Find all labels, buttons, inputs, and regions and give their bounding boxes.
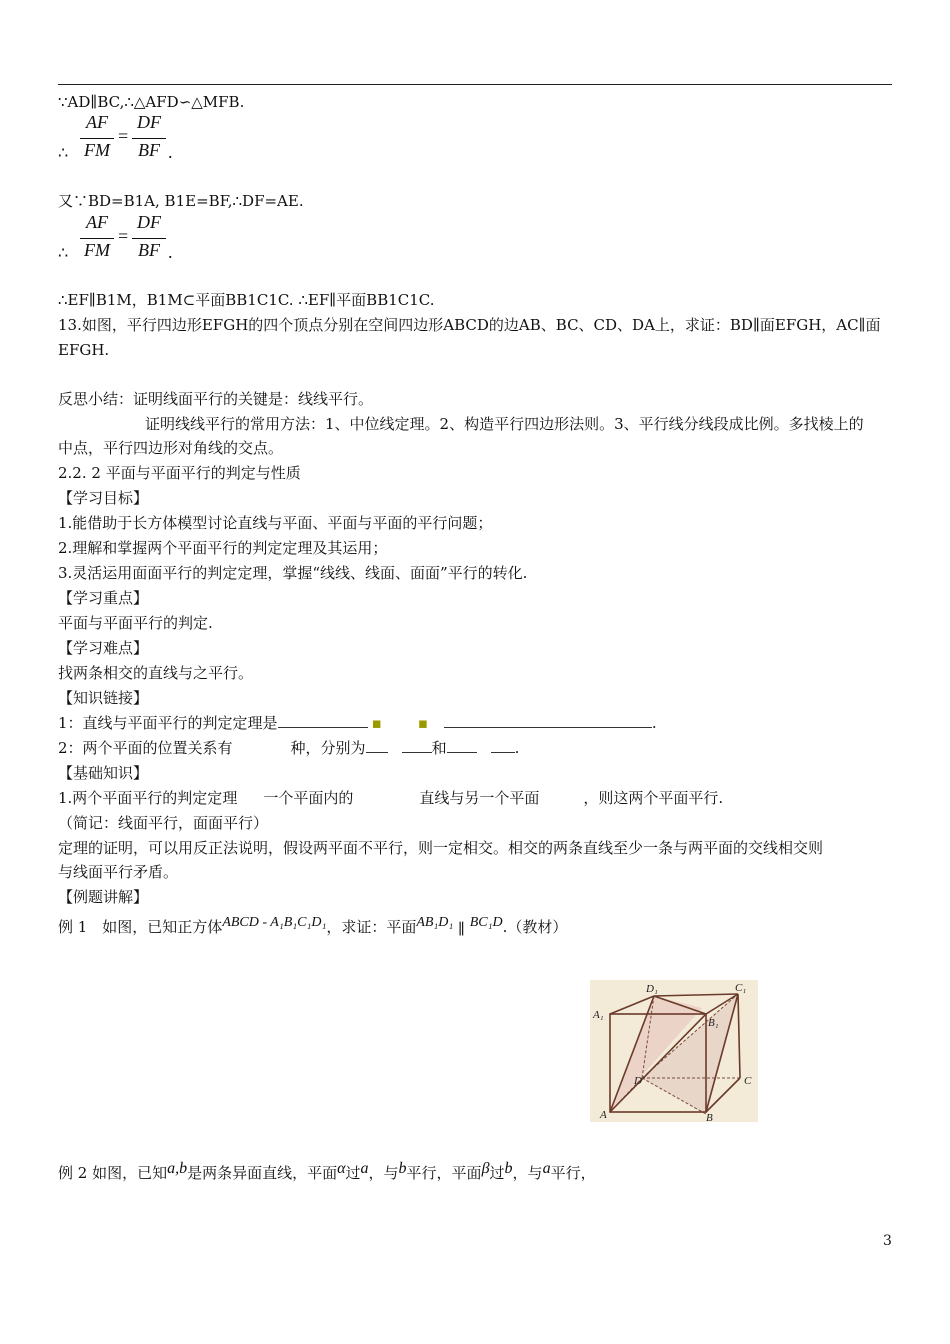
- therefore-symbol: ∴: [58, 243, 69, 262]
- period: .: [168, 142, 173, 162]
- example-2-t3: ，与: [368, 1164, 399, 1182]
- heading-basic-knowledge: 【基础知识】: [58, 764, 149, 782]
- fraction-numerator: AF: [86, 112, 108, 132]
- therefore-symbol: ∴: [58, 143, 69, 162]
- theorem-statement: [58, 788, 723, 808]
- label-d: D: [634, 1075, 642, 1087]
- fraction-bar: [80, 138, 114, 139]
- answer-blank[interactable]: [444, 713, 652, 728]
- problem-13: 13.如图，平行四边形EFGH的四个顶点分别在空间四边形ABCD的边AB、BC、CD、DA上，求证：BD∥面EFGH，AC∥面: [58, 316, 881, 334]
- page-number: 3: [883, 1233, 892, 1249]
- label-c: C: [744, 1075, 752, 1087]
- answer-blank[interactable]: [402, 738, 432, 753]
- equals-sign: =: [118, 226, 129, 246]
- knowledge-link-1-text: 1：直线与平面平行的判定定理是: [58, 714, 278, 732]
- section-title: 2.2. 2 平面与平面平行的判定与性质: [58, 464, 301, 482]
- fraction-numerator: DF: [137, 212, 161, 232]
- fraction-numerator: DF: [137, 112, 161, 132]
- label-b: B: [706, 1112, 713, 1122]
- theorem-label: 1.两个平面平行的判定定理: [58, 789, 238, 807]
- fraction-equation-2: [80, 212, 190, 264]
- period: .: [514, 739, 520, 757]
- example-1: [58, 917, 567, 939]
- cube-name: ABCD - A₁B₁C₁D₁: [222, 915, 327, 930]
- line-ad-parallel-bc: ∵AD∥BC,∴△AFD∽△MFB.: [58, 93, 245, 111]
- focus-text: 平面与平面平行的判定.: [58, 614, 213, 632]
- example-1-label: 例 1 如图，已知正方体: [58, 918, 223, 936]
- proof-text-cont: 与线面平行矛盾。: [58, 863, 179, 881]
- fraction-denominator: FM: [84, 240, 110, 260]
- goal-2: 2.理解和掌握两个平面平行的判定定理及其运用；: [58, 539, 388, 557]
- heading-difficulty: 【学习难点】: [58, 639, 149, 657]
- theorem-summary: （简记：线面平行，面面平行）: [58, 814, 269, 832]
- line-bd-equals: 又∵BD=B1A, B1E=BF,∴DF=AE.: [58, 192, 304, 210]
- theorem-part-1: 一个平面内的: [263, 789, 354, 807]
- heading-focus: 【学习重点】: [58, 589, 149, 607]
- label-b1: B₁: [708, 1017, 719, 1029]
- equals-sign: =: [118, 126, 129, 146]
- example-2: [58, 1160, 596, 1184]
- example-2-t2: 过: [345, 1164, 361, 1182]
- line-ef-parallel: ∴EF∥B1M，B1M⊂平面BB1C1C. ∴EF∥平面BB1C1C.: [58, 291, 435, 309]
- parallel-symbol: ∥: [453, 920, 470, 938]
- line-b: b: [398, 1160, 407, 1177]
- knowledge-link-2-kinds: 种，分别为: [290, 739, 366, 757]
- proof-text: 定理的证明，可以用反正法说明，假设两平面不平行，则一定相交。相交的两条直线至少一条与两平面的交线相交则: [58, 839, 824, 857]
- header-rule: [58, 84, 892, 85]
- plane-beta: β: [481, 1160, 490, 1177]
- goal-3: 3.灵活运用面面平行的判定定理，掌握“线线、线面、面面”平行的转化.: [58, 564, 528, 582]
- example-1-source: .（教材）: [502, 918, 568, 936]
- cube-figure: [590, 980, 758, 1122]
- fraction-denominator: BF: [138, 140, 160, 160]
- knowledge-link-2-text: 2：两个平面的位置关系有: [58, 739, 233, 757]
- plane-bc1d: BC₁D: [469, 915, 503, 930]
- heading-goals: 【学习目标】: [58, 489, 149, 507]
- answer-blank[interactable]: [366, 738, 388, 753]
- goal-1: 1.能借助于长方体模型讨论直线与平面、平面与平面的平行问题；: [58, 514, 493, 532]
- theorem-part-2: 直线与另一个平面: [419, 789, 540, 807]
- plane-ab1d1: AB₁D₁: [416, 915, 454, 930]
- fraction-equation-1: [80, 112, 190, 164]
- fraction-bar: [132, 138, 166, 139]
- example-2-t7: 平行，: [550, 1164, 596, 1182]
- theorem-part-3: ，则这两个平面平行.: [583, 789, 724, 807]
- answer-blank[interactable]: [447, 738, 477, 753]
- fraction-bar: [80, 238, 114, 239]
- heading-knowledge-link: 【知识链接】: [58, 689, 149, 707]
- knowledge-link-2-and: 和: [431, 739, 447, 757]
- knowledge-link-1: 1：直线与平面平行的判定定理是 ▪ ▪ .: [58, 714, 657, 732]
- reflection-summary: 反思小结：证明线面平行的关键是：线线平行。: [58, 390, 374, 408]
- reflection-methods: 证明线线平行的常用方法：1、中位线定理。2、构造平行四边形法则。3、平行线分线段成比例。多找棱上的: [145, 415, 864, 433]
- line-a: a: [542, 1160, 551, 1177]
- knowledge-link-2: [58, 738, 519, 758]
- fraction-numerator: AF: [86, 212, 108, 232]
- lines-ab: a,b: [167, 1160, 188, 1177]
- example-2-t4: 平行，平面: [406, 1164, 482, 1182]
- label-a1: A₁: [593, 1009, 604, 1021]
- difficulty-text: 找两条相交的直线与之平行。: [58, 664, 254, 682]
- label-d1: D₁: [646, 983, 658, 995]
- answer-blank[interactable]: [278, 713, 368, 728]
- problem-13-cont: EFGH.: [58, 341, 110, 359]
- fraction-bar: [132, 238, 166, 239]
- fraction-denominator: BF: [138, 240, 160, 260]
- reflection-methods-cont: 中点，平行四边形对角线的交点。: [58, 439, 284, 457]
- line-b: b: [504, 1160, 513, 1177]
- example-2-label: 例 2 如图，已知: [58, 1164, 168, 1182]
- example-2-t6: ，与: [512, 1164, 543, 1182]
- plane-alpha: α: [337, 1160, 346, 1177]
- heading-examples: 【例题讲解】: [58, 888, 149, 906]
- label-c1: C₁: [735, 982, 747, 994]
- fraction-denominator: FM: [84, 140, 110, 160]
- period: .: [168, 242, 173, 262]
- line-a: a: [360, 1160, 369, 1177]
- example-1-prove: ，求证：平面: [326, 918, 417, 936]
- period: .: [651, 714, 657, 732]
- example-2-t5: 过: [489, 1164, 505, 1182]
- answer-blank[interactable]: [491, 738, 515, 753]
- label-a: A: [600, 1109, 607, 1121]
- example-2-t1: 是两条异面直线，平面: [187, 1164, 338, 1182]
